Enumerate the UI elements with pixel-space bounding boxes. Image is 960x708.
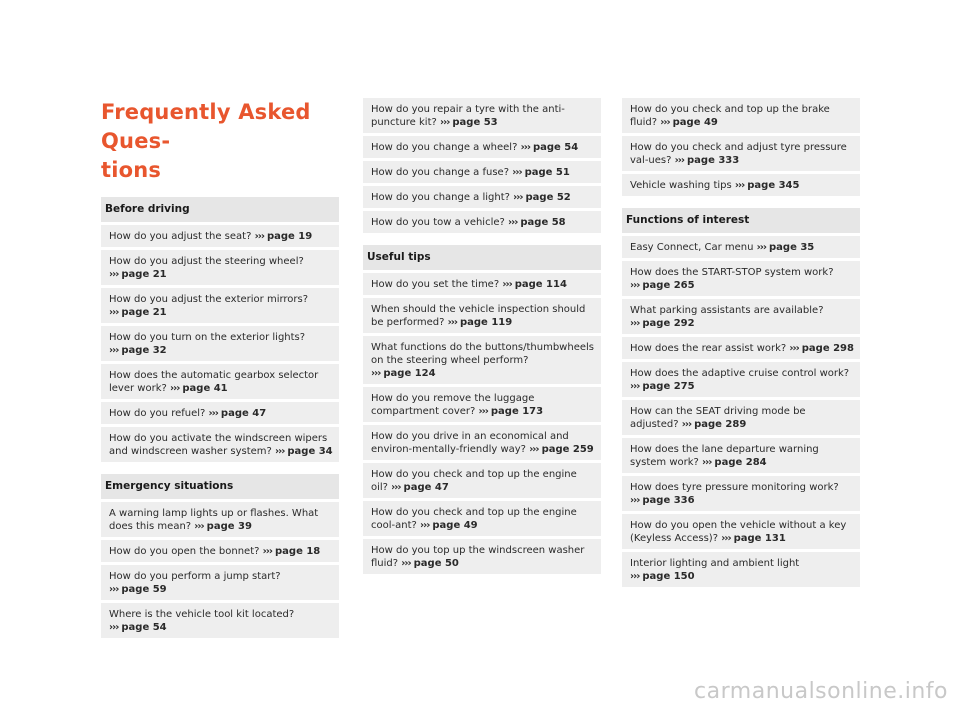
faq-question: How does tyre pressure monitoring work? xyxy=(630,482,839,493)
faq-item[interactable] xyxy=(622,552,860,587)
column-3 xyxy=(622,98,860,599)
faq-question: How do you open the bonnet? xyxy=(109,546,260,557)
page-number: page 259 xyxy=(541,444,594,455)
reference-arrows-icon: ››› xyxy=(440,117,450,128)
page-number: page 34 xyxy=(287,446,333,457)
page-number: page 32 xyxy=(121,345,167,356)
page-number: page 51 xyxy=(524,167,570,178)
reference-arrows-icon: ››› xyxy=(630,571,640,582)
page-number: page 58 xyxy=(520,217,566,228)
faq-question: How do you adjust the exterior mirrors? xyxy=(109,294,309,305)
reference-arrows-icon: ››› xyxy=(674,155,685,166)
page-number: page 333 xyxy=(687,155,740,166)
reference-arrows-icon: ››› xyxy=(109,307,119,318)
faq-question: What parking assistants are available? xyxy=(630,305,824,316)
faq-question: How do you open the vehicle without a key (Keyless Access)? xyxy=(630,520,847,544)
faq-question: How do you refuel? xyxy=(109,408,206,419)
page-number: page 18 xyxy=(275,546,321,557)
page-reference-link[interactable] xyxy=(275,446,333,457)
faq-question: When should the vehicle inspection should be performed? xyxy=(371,304,586,328)
reference-arrows-icon: ››› xyxy=(513,192,523,203)
page-number: page 336 xyxy=(642,495,695,506)
faq-item[interactable] xyxy=(622,514,860,549)
page-number: page 41 xyxy=(182,383,228,394)
page-reference-link[interactable] xyxy=(682,419,747,430)
reference-arrows-icon: ››› xyxy=(371,368,381,379)
reference-arrows-icon: ››› xyxy=(681,419,692,430)
faq-question: A warning lamp lights up or flashes. What does this mean? xyxy=(109,508,319,532)
reference-arrows-icon: ››› xyxy=(401,558,411,569)
faq-item[interactable] xyxy=(622,98,860,133)
faq-question: How do you top up the windscreen washer fluid? xyxy=(371,545,585,569)
page-reference-link[interactable] xyxy=(529,444,594,455)
reference-arrows-icon: ››› xyxy=(478,406,488,417)
faq-question: Easy Connect, Car menu xyxy=(630,242,754,253)
faq-question: How does the START-STOP system work? xyxy=(630,267,834,278)
page-reference-link[interactable] xyxy=(512,167,570,178)
section-before-driving xyxy=(101,197,339,462)
reference-arrows-icon: ››› xyxy=(630,280,640,291)
faq-item[interactable] xyxy=(101,225,339,247)
page-reference-link[interactable] xyxy=(263,546,321,557)
page-number: page 119 xyxy=(459,317,513,328)
page-reference-link[interactable] xyxy=(209,408,267,419)
page-number: page 54 xyxy=(121,622,167,633)
page-reference-link[interactable] xyxy=(721,533,786,544)
faq-item[interactable] xyxy=(622,400,860,435)
column-1 xyxy=(101,98,339,650)
reference-arrows-icon: ››› xyxy=(109,345,119,356)
faq-item[interactable] xyxy=(363,211,601,233)
reference-arrows-icon: ››› xyxy=(275,446,285,457)
faq-item[interactable] xyxy=(622,136,860,171)
reference-arrows-icon: ››› xyxy=(208,408,218,419)
page-reference-link[interactable] xyxy=(448,317,513,328)
faq-question: How do you drive in an economical and environ-mentally-friendly way? xyxy=(371,431,569,455)
page-number: page 47 xyxy=(220,408,267,419)
watermark: carmanualsonline.info xyxy=(694,679,948,704)
reference-arrows-icon: ››› xyxy=(254,231,264,242)
faq-question: What functions do the buttons/thumbwheels on the steering wheel perform? xyxy=(371,342,594,366)
page-number: page 292 xyxy=(642,318,695,329)
page-number: page 47 xyxy=(403,482,449,493)
faq-question: Interior lighting and ambient light xyxy=(630,558,800,569)
faq-item[interactable] xyxy=(101,250,339,285)
faq-question: How do you turn on the exterior lights? xyxy=(109,332,306,343)
page-number: page 35 xyxy=(769,242,815,253)
faq-question: How do you change a wheel? xyxy=(371,142,518,153)
section-functions-of-interest xyxy=(622,208,860,587)
faq-item[interactable] xyxy=(363,501,601,536)
page-reference-link[interactable] xyxy=(109,345,167,356)
faq-item[interactable] xyxy=(101,427,339,462)
faq-item[interactable] xyxy=(363,463,601,498)
page-number: page 298 xyxy=(801,343,854,354)
faq-item[interactable] xyxy=(101,502,339,537)
faq-item[interactable] xyxy=(363,425,601,460)
page-reference-link[interactable] xyxy=(757,242,815,253)
page-number: page 345 xyxy=(747,180,800,191)
page-reference-link[interactable] xyxy=(630,280,695,291)
faq-item[interactable] xyxy=(363,539,601,574)
faq-item[interactable] xyxy=(622,261,860,296)
reference-arrows-icon: ››› xyxy=(520,142,530,153)
faq-question: How do you activate the windscreen wipers and windscreen washer system? xyxy=(109,433,328,457)
page-number: page 275 xyxy=(642,381,695,392)
page-reference-link[interactable] xyxy=(401,558,459,569)
faq-question: How do you adjust the steering wheel? xyxy=(109,256,304,267)
faq-question: How can the SEAT driving mode be adjusted? xyxy=(630,406,806,430)
page-reference-link[interactable] xyxy=(660,117,718,128)
page-number: page 150 xyxy=(642,571,695,582)
faq-item[interactable] xyxy=(363,298,601,333)
page-number: page 131 xyxy=(733,533,786,544)
reference-arrows-icon: ››› xyxy=(789,343,799,354)
page-number: page 59 xyxy=(121,584,167,595)
page-number: page 114 xyxy=(514,279,567,290)
page-reference-link[interactable] xyxy=(702,457,767,468)
page-reference-link[interactable] xyxy=(479,406,544,417)
page-reference-link[interactable] xyxy=(675,155,740,166)
page-reference-link[interactable] xyxy=(630,318,695,329)
reference-arrows-icon: ››› xyxy=(420,520,430,531)
section-useful-tips xyxy=(363,245,601,574)
section-title: Useful tips xyxy=(363,245,601,270)
page-reference-link[interactable] xyxy=(109,622,167,633)
page-reference-link[interactable] xyxy=(255,231,313,242)
page-reference-link[interactable] xyxy=(630,381,695,392)
page-number: page 49 xyxy=(432,520,478,531)
page-reference-link[interactable] xyxy=(513,192,571,203)
page-number: page 19 xyxy=(266,231,313,242)
reference-arrows-icon: ››› xyxy=(630,381,640,392)
page-number: page 265 xyxy=(642,280,695,291)
reference-arrows-icon: ››› xyxy=(756,242,766,253)
faq-question: How do you check and top up the engine oil? xyxy=(371,469,577,493)
reference-arrows-icon: ››› xyxy=(734,180,745,191)
reference-arrows-icon: ››› xyxy=(194,521,204,532)
page-number: page 50 xyxy=(413,558,459,569)
faq-question: How do you check and top up the brake fluid? xyxy=(630,104,830,128)
page-number: page 54 xyxy=(532,142,579,153)
faq-question: How do you check and adjust tyre pressure val-ues? xyxy=(630,142,847,166)
faq-question: Where is the vehicle tool kit located? xyxy=(109,609,295,620)
faq-question: How does the automatic gearbox selector lever work? xyxy=(109,370,319,394)
faq-question: Vehicle washing tips xyxy=(630,180,732,191)
faq-item[interactable] xyxy=(101,364,339,399)
faq-question: How do you check and top up the engine cool-ant? xyxy=(371,507,577,531)
page-number: page 21 xyxy=(121,307,167,318)
faq-question: How does the rear assist work? xyxy=(630,343,787,354)
faq-item[interactable] xyxy=(363,273,601,295)
page-reference-link[interactable] xyxy=(170,383,228,394)
reference-arrows-icon: ››› xyxy=(630,495,640,506)
page-number: page 173 xyxy=(490,406,544,417)
section-continued xyxy=(622,98,860,196)
page-number: page 53 xyxy=(452,117,498,128)
faq-item[interactable] xyxy=(622,337,860,359)
page-reference-link[interactable] xyxy=(391,482,449,493)
faq-item[interactable] xyxy=(622,362,860,397)
page-reference-link[interactable] xyxy=(508,217,566,228)
faq-item[interactable] xyxy=(101,288,339,323)
page-number: page 21 xyxy=(121,269,167,280)
page-reference-link[interactable] xyxy=(440,117,498,128)
page-reference-link[interactable] xyxy=(521,142,579,153)
page-reference-link[interactable] xyxy=(109,584,167,595)
faq-item[interactable] xyxy=(622,236,860,258)
page-reference-link[interactable] xyxy=(109,307,167,318)
reference-arrows-icon: ››› xyxy=(702,457,712,468)
faq-item[interactable] xyxy=(363,98,601,133)
reference-arrows-icon: ››› xyxy=(391,482,401,493)
faq-item[interactable] xyxy=(101,603,339,638)
faq-question: How do you tow a vehicle? xyxy=(371,217,505,228)
faq-question: How do you repair a tyre with the anti-puncture kit? xyxy=(371,104,565,128)
faq-question: How do you adjust the seat? xyxy=(109,231,252,242)
faq-question: How do you change a light? xyxy=(371,192,510,203)
section-title: Functions of interest xyxy=(622,208,860,233)
reference-arrows-icon: ››› xyxy=(660,117,670,128)
faq-item[interactable] xyxy=(622,476,860,511)
faq-item[interactable] xyxy=(622,174,860,196)
faq-question: How do you remove the luggage compartment cover? xyxy=(371,393,535,417)
page-number: page 39 xyxy=(206,521,252,532)
page-reference-link[interactable] xyxy=(420,520,478,531)
faq-item[interactable] xyxy=(101,326,339,361)
faq-item[interactable] xyxy=(363,136,601,158)
faq-item[interactable] xyxy=(363,161,601,183)
faq-question: How does the adaptive cruise control work? xyxy=(630,368,850,379)
reference-arrows-icon: ››› xyxy=(502,279,512,290)
faq-item[interactable] xyxy=(363,387,601,422)
page-number: page 284 xyxy=(714,457,767,468)
reference-arrows-icon: ››› xyxy=(447,317,457,328)
page-number: page 52 xyxy=(525,192,571,203)
page-reference-link[interactable] xyxy=(630,495,695,506)
page-number: page 289 xyxy=(694,419,747,430)
faq-item[interactable] xyxy=(101,402,339,424)
reference-arrows-icon: ››› xyxy=(721,533,731,544)
reference-arrows-icon: ››› xyxy=(630,318,640,329)
reference-arrows-icon: ››› xyxy=(109,622,119,633)
section-title: Emergency situations xyxy=(101,474,339,499)
reference-arrows-icon: ››› xyxy=(262,546,273,557)
page-reference-link[interactable] xyxy=(735,180,800,191)
reference-arrows-icon: ››› xyxy=(508,217,518,228)
faq-item[interactable] xyxy=(622,299,860,334)
page-title: Frequently Asked Ques- tions xyxy=(101,100,311,182)
reference-arrows-icon: ››› xyxy=(512,167,522,178)
reference-arrows-icon: ››› xyxy=(109,269,119,280)
page-number: page 49 xyxy=(672,117,718,128)
faq-question: How do you change a fuse? xyxy=(371,167,510,178)
faq-question: How do you set the time? xyxy=(371,279,500,290)
page-reference-link[interactable] xyxy=(630,571,695,582)
faq-question: How do you perform a jump start? xyxy=(109,571,281,582)
page-reference-link[interactable] xyxy=(109,269,167,280)
faq-item[interactable] xyxy=(101,540,339,562)
section-title: Before driving xyxy=(101,197,339,222)
page-reference-link[interactable] xyxy=(789,343,854,354)
reference-arrows-icon: ››› xyxy=(109,584,119,595)
column-2 xyxy=(363,98,601,586)
page-reference-link[interactable] xyxy=(371,368,436,379)
reference-arrows-icon: ››› xyxy=(529,444,539,455)
section-continued xyxy=(363,98,601,233)
faq-item[interactable] xyxy=(363,186,601,208)
page-number: page 124 xyxy=(383,368,436,379)
section-emergency-situations xyxy=(101,474,339,638)
faq-question: How does the lane departure warning system work? xyxy=(630,444,819,468)
page-reference-link[interactable] xyxy=(502,279,567,290)
page-reference-link[interactable] xyxy=(194,521,252,532)
faq-item[interactable] xyxy=(622,438,860,473)
faq-item[interactable] xyxy=(101,565,339,600)
reference-arrows-icon: ››› xyxy=(170,383,180,394)
faq-item[interactable] xyxy=(363,336,601,384)
